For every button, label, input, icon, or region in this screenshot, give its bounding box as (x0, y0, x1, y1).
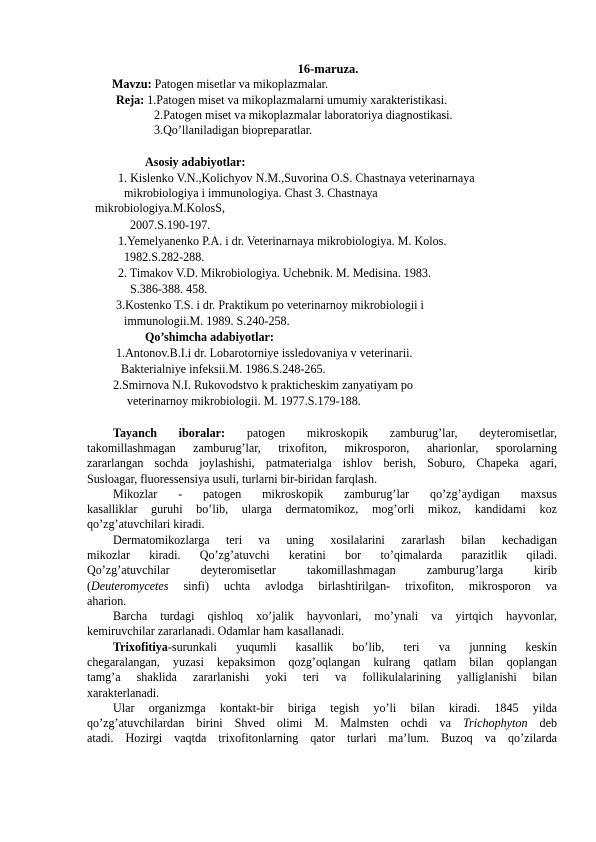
paragraph-line: Barcha turdagi qishloq xo’jalik hayvonlari, mo’ynali va yirtqich hayvonlar, (113, 609, 557, 623)
paragraph-line: atadi. Hozirgi vaqtda trixofitonlarning qator turlari ma’lum. Buzoq va qo’zilarda (87, 731, 557, 746)
plan-item-1: 1.Patogen miset va mikoplazmalarni umumiy xarakteristikasi. (147, 93, 448, 107)
keywords-label: Tayanch iboralar: (113, 426, 226, 440)
additional-ref-line: 2.Smirnova N.I. Rukovodstvo k prakticheskim zanyatiyam po (113, 378, 413, 392)
taxon-name: Deuteromycetes (91, 578, 169, 593)
main-ref-line: S.386-388. 458. (130, 282, 208, 296)
additional-references-heading: Qo’shimcha adabiyotlar: (145, 330, 274, 344)
paragraph-line: Trixofitiya-surunkali yuqumli kasallik bo’lib, teri va junning keskin (113, 640, 557, 654)
paragraph-line: takomillashmagan zamburug’lar, trixofiton, mikrosporon, aharionlar, sporolarning (87, 441, 557, 456)
keywords-paragraph (87, 426, 557, 487)
main-ref-line: immunologii.M. 1989. S.240-258. (124, 314, 290, 328)
paragraph-line: kasalliklar guruhi bo’lib, ularga dermatomikoz, mog’orli mikoz, kandidami koz (87, 502, 557, 517)
paragraph-line: qo’zg’atuvchilardan birini Shved olimi M. Malmsten ochdi va Trichophyton deb (87, 716, 557, 731)
paragraph-line: qo’zg’atuvchilari kiradi. (87, 517, 205, 532)
hosts-paragraph (87, 609, 557, 639)
plan-label: Reja: (116, 93, 145, 107)
trichophytosis-paragraph (87, 640, 557, 701)
genus-name: Trichophyton (462, 716, 528, 731)
paragraph-line: zararlangan sochda joylashishi, patmaterialga ishlov berish, Soburo, Chapeka agari, (87, 456, 557, 471)
plan-item-3: 3.Qo’llaniladigan biopreparatlar. (154, 123, 313, 137)
paragraph-line: aharion. (87, 593, 127, 608)
plan-item-2: 2.Patogen miset va mikoplazmalar laboratoriya diagnostikasi. (154, 108, 453, 122)
mycoses-paragraph (87, 487, 557, 533)
additional-ref-line: 1.Antonov.B.I.i dr. Lobarotorniye issledovaniya v veterinarii. (116, 346, 413, 360)
main-references-heading: Asosiy adabiyotlar: (145, 155, 246, 169)
paragraph-line: Mikozlar - patogen mikroskopik zamburug’lar qo’zg’aydigan maxsus (113, 487, 557, 501)
topic-line (112, 77, 328, 92)
trichophytosis-term: Trixofitiya (113, 640, 168, 654)
lecture-title: 16-maruza. (297, 62, 359, 76)
paragraph-line: Dermatomikozlarga teri va uning xosilalarini zararlash bilan kechadigan (113, 533, 557, 547)
paragraph-line: (Deuteromycetes sinfi) uchta avlodga birlashtirilgan- trixofiton, mikrosporon va (87, 578, 557, 593)
paragraph-line: tamg’a shaklida zararlanishi yoki teri va follikulalarining yalliglanishi bilan (87, 670, 557, 685)
main-ref-line: 2007.S.190-197. (130, 218, 211, 232)
additional-ref-line: Bakterialniye infeksii.M. 1986.S.248-265. (121, 362, 326, 376)
topic-text: Patogen misetlar va mikoplazmalar. (154, 77, 328, 91)
main-ref-line: mikrobiologiya i immunologiya. Chast 3. Chastnaya (124, 186, 378, 200)
main-ref-line: 2. Timakov V.D. Mikrobiologiya. Uchebnik. M. Medisina. 1983. (118, 266, 431, 280)
paragraph-line: mikozlar kiradi. Qo’zg’atuvchi keratini bor to’qimalarda parazitlik qiladi. (87, 548, 557, 563)
main-ref-line: 1.Yemelyanenko P.A. i dr. Veterinarnaya mikrobiologiya. M. Kolos. (118, 234, 447, 248)
paragraph-line: xarakterlanadi. (87, 685, 160, 700)
paragraph-line: Susloagar, fluoressensiya usuli, turlarni bir-biridan farqlash. (87, 471, 378, 486)
main-ref-line: 1. Kislenko V.N.,Kolichyov N.M.,Suvorina O.S. Chastnaya veterinarnaya (118, 171, 475, 185)
history-paragraph (87, 701, 557, 747)
main-ref-line: mikrobiologiya.M.KolosS, (95, 201, 226, 215)
main-ref-line: 1982.S.282-288. (124, 250, 205, 264)
paragraph-line: Ular organizmga kontakt-bir biriga tegish yo’li bilan kiradi. 1845 yilda (113, 701, 557, 715)
main-ref-line: 3.Kostenko T.S. i dr. Praktikum po veterinarnoy mikrobiologii i (116, 298, 424, 312)
additional-ref-line: veterinarnoy mikrobiologii. M. 1977.S.179-188. (127, 394, 361, 408)
dermatomycoses-paragraph (87, 533, 557, 609)
paragraph-line: Tayanch iboralar: patogen mikroskopik zamburug’lar, deyteromisetlar, (113, 426, 558, 440)
topic-label: Mavzu: (112, 77, 152, 91)
paragraph-line: Qo’zg’atuvchilar deyteromisetlar takomillashmagan zamburug’larga kirib (87, 563, 557, 578)
plan-line-1 (116, 93, 447, 108)
paragraph-line: kemiruvchilar zararlanadi. Odamlar ham kasallanadi. (87, 624, 345, 639)
paragraph-line: chegaralangan, yuzasi kepaksimon qozg’oqlangan kulrang qatlam bilan qoplangan (87, 655, 557, 670)
